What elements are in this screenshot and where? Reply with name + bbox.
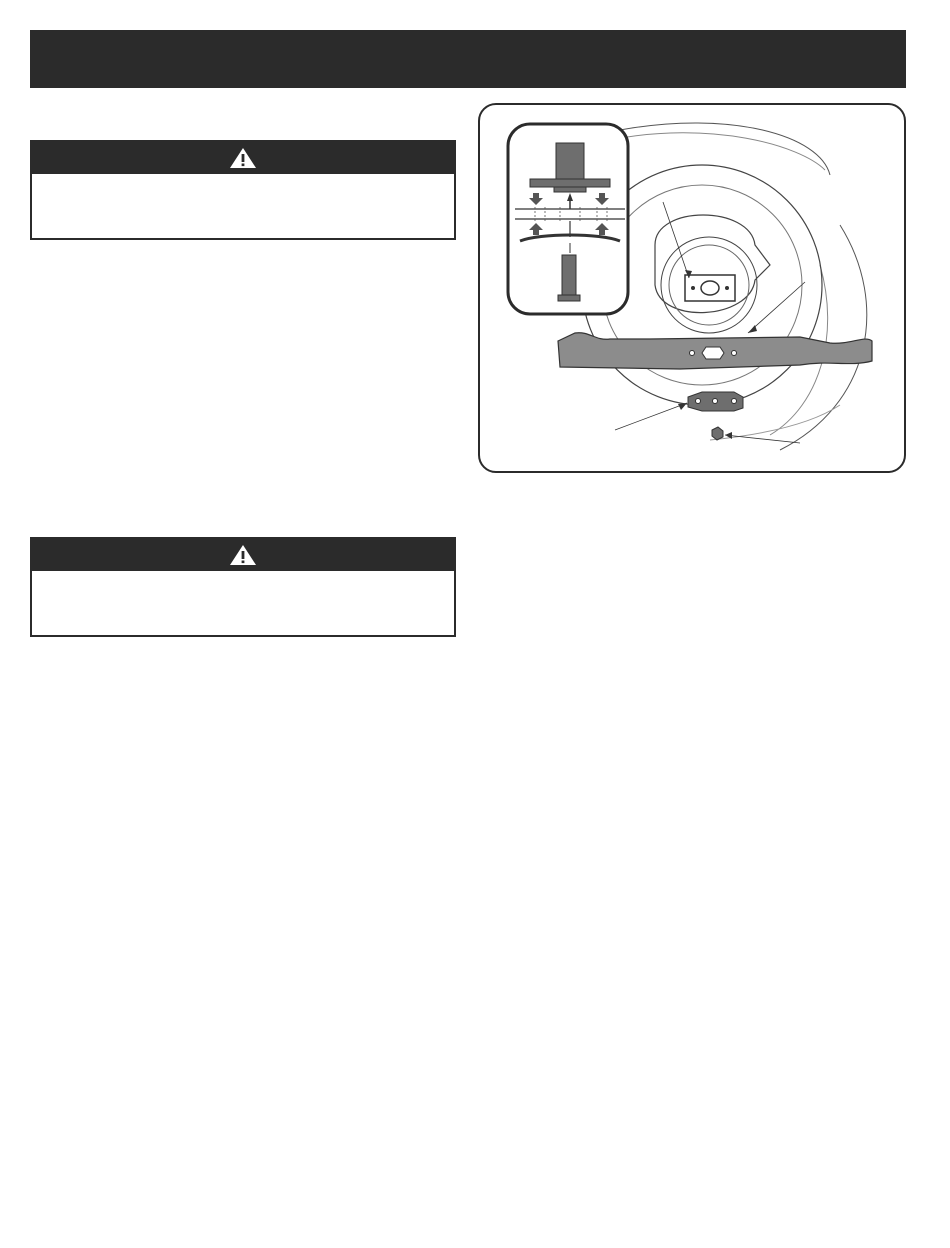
warning-triangle-icon	[229, 544, 257, 566]
page-header-bar	[30, 30, 906, 88]
warning-triangle-icon	[229, 147, 257, 169]
inset-cutaway-diagram	[508, 124, 628, 314]
blade-assembly-illustration	[480, 105, 906, 473]
warning-header-1	[32, 142, 454, 174]
warning-box-2	[30, 537, 456, 637]
blade-assembly-figure	[478, 103, 906, 473]
warning-header-2	[32, 539, 454, 571]
warning-box-1	[30, 140, 456, 240]
